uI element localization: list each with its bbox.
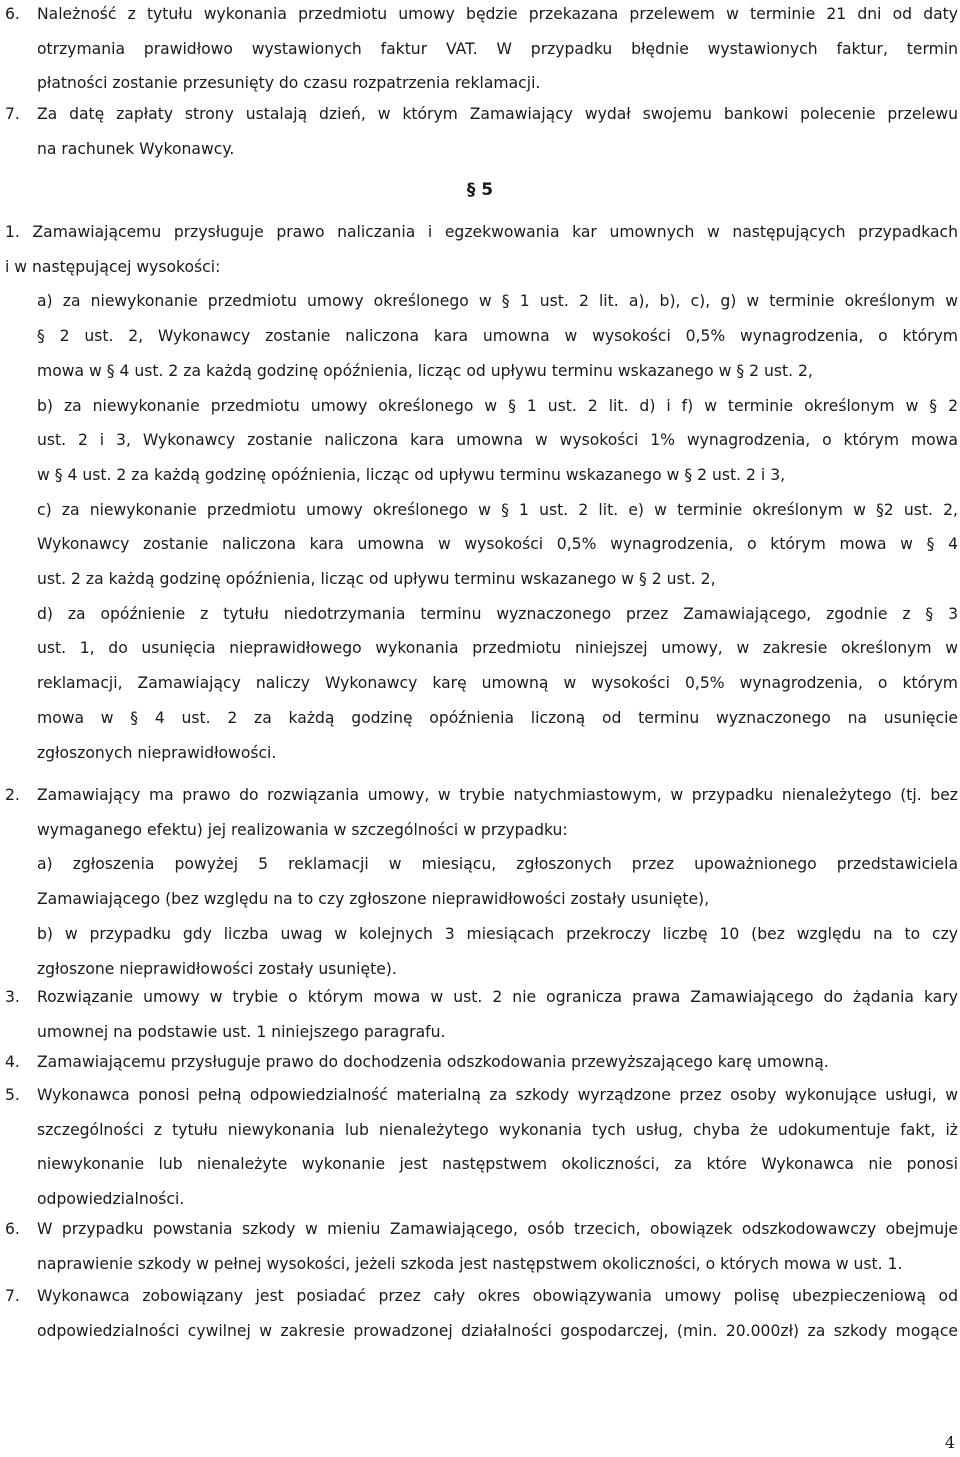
text-line: b) za niewykonanie przedmiotu umowy określonego w § 1 ust. 2 lit. d) i f) w terminie określonym w § 2	[37, 396, 958, 415]
item-number: 2.	[5, 786, 20, 804]
text-line: mowa w § 4 ust. 2 za każdą godzinę opóźnienia liczoną od terminu wyznaczonego na usunięcie	[37, 708, 958, 727]
page-number: 4	[944, 1433, 955, 1452]
item-text	[37, 0, 958, 101]
list-item	[5, 1212, 958, 1281]
text-line: otrzymania prawidłowo wystawionych faktur VAT. W przypadku błędnie wystawionych faktur, termin	[37, 39, 958, 58]
item-number: 3.	[5, 988, 20, 1006]
item-number: 7.	[5, 105, 20, 123]
text-line: w § 4 ust. 2 za każdą godzinę opóźnienia, licząc od upływu terminu wskazanego w § 2 ust. 2 i 3,	[37, 465, 786, 484]
item-text	[37, 980, 958, 1049]
text-line: ust. 2 za każdą godzinę opóźnienia, licząc od upływu terminu wskazanego w § 2 ust. 2,	[37, 570, 716, 589]
text-line: Wykonawca ponosi pełną odpowiedzialność materialną za szkody wyrządzone przez osoby wykonujące usługi, w	[37, 1086, 958, 1104]
list-item	[5, 1045, 958, 1080]
item-number: 7.	[5, 1287, 20, 1305]
text-line: Wykonawcy zostanie naliczona kara umowna w wysokości 0,5% wynagrodzenia, o którym mowa w § 4	[37, 535, 958, 554]
item-number: 5.	[5, 1086, 20, 1104]
text-line: Zamawiającemu przysługuje prawo do dochodzenia odszkodowania przewyższającego karę umowną.	[37, 1053, 829, 1071]
item-number: 4.	[5, 1053, 20, 1071]
text-line: Należność z tytułu wykonania przedmiotu umowy będzie przekazana przelewem w terminie 21 dni od daty	[37, 5, 958, 23]
item-text	[37, 1279, 958, 1348]
text-line: W przypadku powstania szkody w mieniu Zamawiającego, osób trzecich, obowiązek odszkodowawczy obejmuje	[37, 1220, 958, 1238]
list-item	[5, 1279, 958, 1348]
text-line: § 2 ust. 2, Wykonawcy zostanie naliczona kara umowna w wysokości 0,5% wynagrodzenia, o którym	[37, 327, 958, 346]
text-line: c) za niewykonanie przedmiotu umowy określonego w § 1 ust. 2 lit. e) w terminie określonym w §2 ust. 2,	[37, 500, 958, 519]
item-number: 6.	[5, 1220, 20, 1238]
item-text	[37, 778, 958, 986]
text-line: Za datę zapłaty strony ustalają dzień, w którym Zamawiający wydał swojemu bankowi polecenie przelewu	[37, 105, 958, 123]
text-line: umownej na podstawie ust. 1 niniejszego paragrafu.	[37, 1022, 446, 1041]
text-line: naprawienie szkody w pełnej wysokości, jeżeli szkoda jest następstwem okoliczności, o których mowa w ust. 1.	[37, 1254, 903, 1273]
text-line: ust. 1, do usunięcia nieprawidłowego wykonania przedmiotu niniejszej umowy, w zakresie określonym w	[37, 639, 958, 658]
text-line: niewykonanie lub nienależyte wykonanie jest następstwem okoliczności, za które Wykonawca nie ponosi	[37, 1155, 958, 1174]
text-line: reklamacji, Zamawiający naliczy Wykonawcy karę umowną w wysokości 0,5% wynagrodzenia, o którym	[37, 674, 958, 693]
text-line: Zamawiający ma prawo do rozwiązania umowy, w trybie natychmiastowym, w przypadku nienależytego (tj. bez	[37, 786, 958, 804]
text-line: odpowiedzialności cywilnej w zakresie prowadzonej działalności gospodarczej, (min. 20.000zł) za szkody mogące	[37, 1321, 958, 1340]
paragraph-1	[5, 215, 958, 770]
list-item	[5, 1078, 958, 1217]
list-item	[5, 980, 958, 1049]
item-text	[37, 1045, 958, 1080]
list-item	[5, 0, 958, 101]
text-line: odpowiedzialności.	[37, 1190, 185, 1209]
item-number: 6.	[5, 5, 20, 23]
text-line: a) za niewykonanie przedmiotu umowy określonego w § 1 ust. 2 lit. a), b), c), g) w terminie określonym w	[37, 292, 958, 311]
text-line: Rozwiązanie umowy w trybie o którym mowa w ust. 2 nie ogranicza prawa Zamawiającego do żądania kary	[37, 988, 958, 1006]
text-line: mowa w § 4 ust. 2 za każdą godzinę opóźnienia, licząc od upływu terminu wskazanego w § 2 ust. 2,	[37, 361, 813, 380]
text-line: zgłoszone nieprawidłowości zostały usunięte).	[37, 959, 397, 978]
text-line: szczególności z tytułu niewykonania lub nienależytego wykonania tych usług, chyba że udokumentuje fakt, iż	[37, 1120, 958, 1139]
text-line: ust. 2 i 3, Wykonawcy zostanie naliczona kara umowna w wysokości 1% wynagrodzenia, o którym mowa	[37, 431, 958, 450]
item-text	[37, 97, 958, 166]
text-line: 1. Zamawiającemu przysługuje prawo naliczania i egzekwowania kar umownych w następujących przypadkach	[5, 223, 958, 241]
text-line: b) w przypadku gdy liczba uwag w kolejnych 3 miesiącach przekroczy liczbę 10 (bez względu na to czy	[37, 924, 958, 943]
list-item	[5, 97, 958, 166]
text-line: d) za opóźnienie z tytułu niedotrzymania terminu wyznaczonego przez Zamawiającego, zgodnie z § 3	[37, 604, 958, 623]
text-line: zgłoszonych nieprawidłowości.	[37, 743, 277, 762]
text-line: płatności zostanie przesunięty do czasu rozpatrzenia reklamacji.	[37, 74, 541, 93]
text-line: Zamawiającego (bez względu na to czy zgłoszone nieprawidłowości zostały usunięte),	[37, 890, 710, 909]
text-line: wymaganego efektu) jej realizowania w szczególności w przypadku:	[37, 820, 568, 839]
list-item	[5, 778, 958, 986]
text-line: a) zgłoszenia powyżej 5 reklamacji w miesiącu, zgłoszonych przez upoważnionego przedstawiciela	[37, 855, 958, 874]
text-line: na rachunek Wykonawcy.	[37, 139, 235, 158]
section-heading: § 5	[466, 180, 494, 200]
item-text	[37, 1212, 958, 1281]
text-line: Wykonawca zobowiązany jest posiadać przez cały okres obowiązywania umowy polisę ubezpieczeniową od	[37, 1287, 958, 1305]
text-line: i w następującej wysokości:	[5, 257, 221, 276]
item-text	[37, 1078, 958, 1217]
